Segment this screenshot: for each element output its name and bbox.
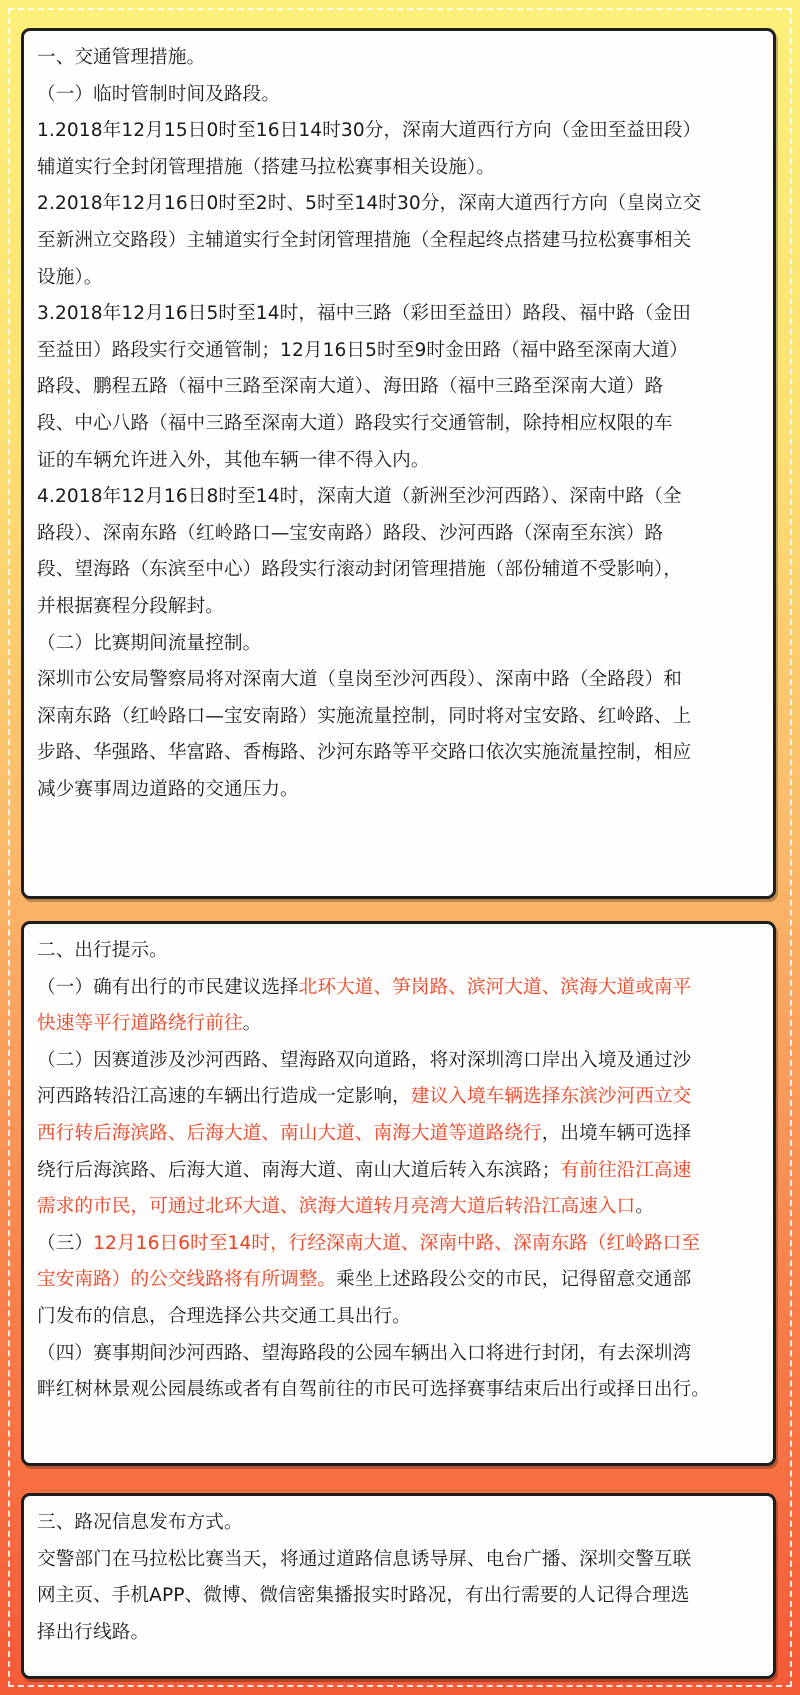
text-line bbox=[37, 260, 765, 297]
text-line bbox=[37, 40, 765, 77]
highlighted-text: 需求的市民，可通过北环大道、滨海大道转月亮湾大道后转沿江高速入口 bbox=[37, 1196, 636, 1218]
text-line bbox=[37, 772, 765, 809]
text-line bbox=[37, 1079, 765, 1116]
highlighted-text: 西行转后海滨路、后海大道、南山大道、南海大道等道路绕行 bbox=[37, 1122, 542, 1144]
text-segment: ，出境车辆可选择 bbox=[541, 1122, 692, 1144]
text-line bbox=[37, 150, 765, 187]
text-segment: （一）临时管制时间及路段。 bbox=[37, 83, 281, 105]
text-segment: （二）比赛期间流量控制。 bbox=[37, 632, 262, 654]
text-line bbox=[37, 699, 765, 736]
text-segment: 4.2018年12月16日8时至14时，深南大道（新洲至沙河西路）、深南中路（全 bbox=[37, 486, 682, 508]
highlighted-text: 快速等平行道路绕行前往 bbox=[37, 1013, 243, 1035]
text-line bbox=[37, 1336, 765, 1373]
text-segment: 深圳市公安局警察局将对深南大道（皇岗至沙河西段）、深南中路（全路段）和 bbox=[37, 669, 682, 691]
section-card-traffic-measures bbox=[21, 28, 776, 899]
text-segment: 。 bbox=[242, 1013, 262, 1035]
text-line bbox=[37, 333, 765, 370]
text-line bbox=[37, 589, 765, 626]
text-segment: 2.2018年12月16日0时至2时、5时至14时30分，深南大道西行方向（皇岗立交 bbox=[37, 193, 702, 215]
text-segment: 减少赛事周边道路的交通压力。 bbox=[37, 778, 299, 800]
text-segment: （一）确有出行的市民建议选择 bbox=[37, 976, 299, 998]
text-segment: （四）赛事期间沙河西路、望海路段的公园车辆出入口将进行封闭，有去深圳湾 bbox=[37, 1342, 692, 1364]
text-segment: 步路、华强路、华富路、香梅路、沙河东路等平交路口依次实施流量控制，相应 bbox=[37, 742, 692, 764]
text-line bbox=[37, 1043, 765, 1080]
text-line bbox=[37, 77, 765, 114]
text-segment: 设施）。 bbox=[37, 266, 103, 288]
text-line bbox=[37, 662, 765, 699]
highlighted-text: 12月16日6时至14时，行经深南大道、深南中路、深南东路（红岭路口至 bbox=[93, 1232, 701, 1254]
text-segment: 1.2018年12月15日0时至16日14时30分，深南大道西行方向（金田至益田段） bbox=[37, 120, 702, 142]
text-line bbox=[37, 1615, 765, 1652]
highlighted-text: 建议入境车辆选择东滨沙河西立交 bbox=[410, 1086, 692, 1108]
text-segment: 并根据赛程分段解封。 bbox=[37, 595, 224, 617]
text-line bbox=[37, 1578, 765, 1615]
text-segment: 交警部门在马拉松比赛当天，将通过道路信息诱导屏、电台广播、深圳交警互联 bbox=[37, 1548, 692, 1570]
text-segment: 至新洲立交路段）主辅道实行全封闭管理措施（全程起终点搭建马拉松赛事相关 bbox=[37, 229, 692, 251]
text-line bbox=[37, 1262, 765, 1299]
text-segment: 至益田）路段实行交通管制；12月16日5时至9时金田路（福中路至深南大道） bbox=[37, 339, 689, 361]
text-line bbox=[37, 296, 765, 333]
text-line bbox=[37, 933, 765, 970]
text-line bbox=[37, 516, 765, 553]
text-segment: 证的车辆允许进入外，其他车辆一律不得入内。 bbox=[37, 449, 430, 471]
text-segment: 段、望海路（东滨至中心）路段实行滚动封闭管理措施（部份辅道不受影响）， bbox=[37, 559, 682, 581]
text-line bbox=[37, 1505, 765, 1542]
text-segment: 路段、鹏程五路（福中三路至深南大道）、海田路（福中三路至深南大道）路 bbox=[37, 376, 664, 398]
text-segment: （三） bbox=[37, 1232, 94, 1254]
text-segment: 择出行线路。 bbox=[37, 1621, 150, 1643]
text-line bbox=[37, 369, 765, 406]
text-line bbox=[37, 479, 765, 516]
text-segment: 畔红树林景观公园晨练或者有自驾前往的市民可选择赛事结束后出行或择日出行。 bbox=[37, 1379, 710, 1401]
highlighted-text: 有前往沿江高速 bbox=[560, 1159, 692, 1181]
text-segment: 深南东路（红岭路口—宝安南路）实施流量控制，同时将对宝安路、红岭路、上 bbox=[37, 705, 692, 727]
text-line bbox=[37, 223, 765, 260]
text-segment: 辅道实行全封闭管理措施（搭建马拉松赛事相关设施）。 bbox=[37, 156, 496, 178]
text-segment: 门发布的信息，合理选择公共交通工具出行。 bbox=[37, 1305, 411, 1327]
highlighted-text: 宝安南路）的公交线路将有所调整。 bbox=[37, 1269, 337, 1291]
text-segment: （二）因赛道涉及沙河西路、望海路双向道路，将对深圳湾口岸出入境及通过沙 bbox=[37, 1049, 692, 1071]
highlighted-text: 北环大道、笋岗路、滨河大道、滨海大道或南平 bbox=[298, 976, 692, 998]
text-segment: 乘坐上述路段公交的市民，记得留意交通部 bbox=[336, 1269, 692, 1291]
text-segment: 二、出行提示。 bbox=[37, 940, 168, 961]
text-line bbox=[37, 443, 765, 480]
text-segment: 3.2018年12月16日5时至14时，福中三路（彩田至益田）路段、福中路（金田 bbox=[37, 303, 691, 325]
text-segment: 三、路况信息发布方式。 bbox=[37, 1512, 243, 1533]
text-segment: 河西路转沿江高速的车辆出行造成一定影响， bbox=[37, 1086, 411, 1108]
text-line bbox=[37, 735, 765, 772]
text-line bbox=[37, 1226, 765, 1263]
text-segment: 段、中心八路（福中三路至深南大道）路段实行交通管制，除持相应权限的车 bbox=[37, 412, 673, 434]
text-segment: 路段）、深南东路（红岭路口—宝安南路）路段、沙河西路（深南至东滨）路 bbox=[37, 522, 664, 544]
section-card-road-info bbox=[21, 1493, 776, 1679]
text-line bbox=[37, 552, 765, 589]
text-line bbox=[37, 186, 765, 223]
section-card-travel-tips bbox=[21, 921, 776, 1466]
text-line bbox=[37, 1299, 765, 1336]
text-line bbox=[37, 406, 765, 443]
text-line bbox=[37, 1372, 765, 1409]
text-segment: 。 bbox=[635, 1196, 654, 1218]
text-line bbox=[37, 1116, 765, 1153]
text-line bbox=[37, 113, 765, 150]
text-segment: 一、交通管理措施。 bbox=[37, 47, 206, 68]
text-line bbox=[37, 626, 765, 663]
text-line bbox=[37, 970, 765, 1007]
text-line bbox=[37, 1542, 765, 1579]
text-line bbox=[37, 1189, 765, 1226]
text-segment: 网主页、手机APP、微博、微信密集播报实时路况，有出行需要的人记得合理选 bbox=[37, 1585, 690, 1607]
text-line bbox=[37, 1006, 765, 1043]
text-segment: 绕行后海滨路、后海大道、南海大道、南山大道后转入东滨路； bbox=[37, 1159, 561, 1181]
text-line bbox=[37, 1153, 765, 1190]
